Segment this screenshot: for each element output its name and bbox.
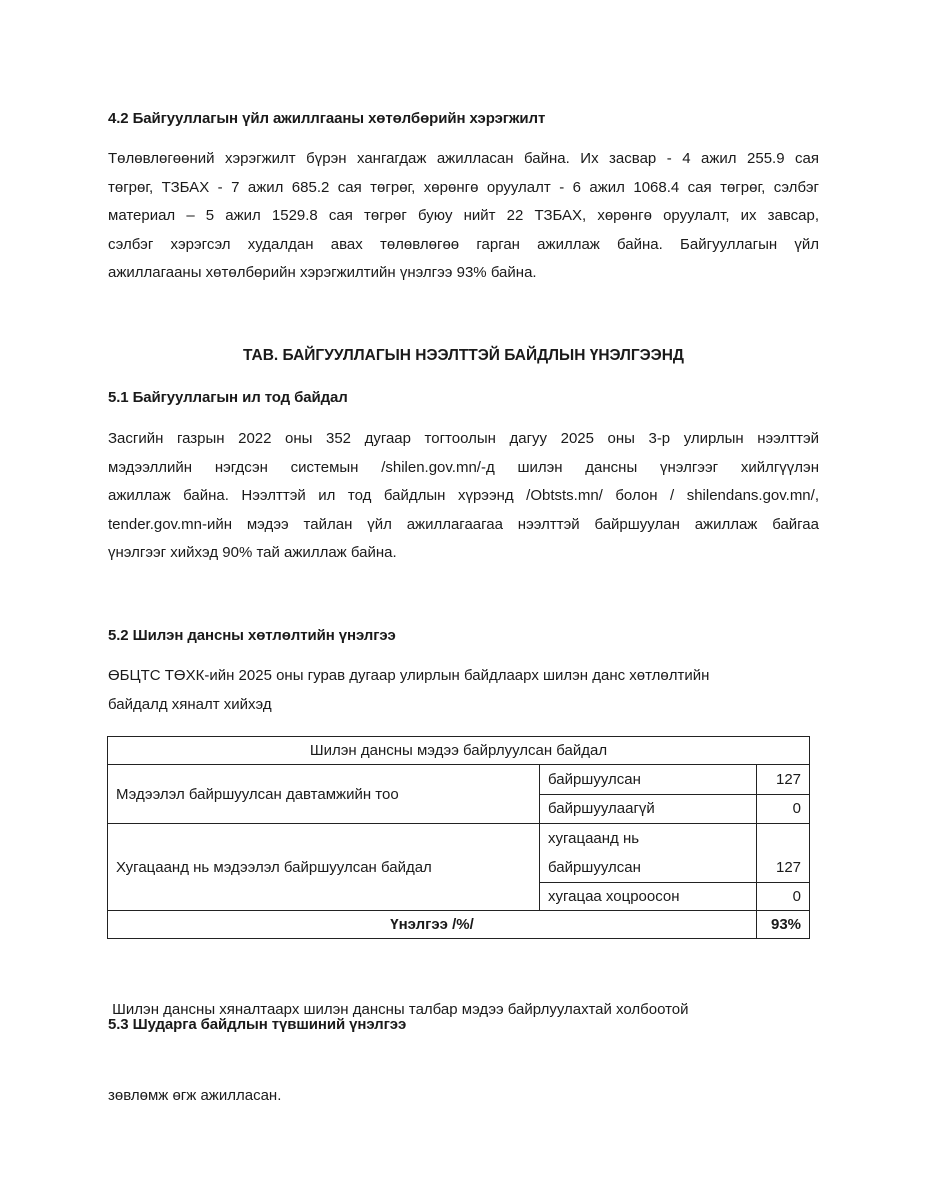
table-caption: Шилэн дансны мэдээ байрлуулсан байдал [108, 737, 810, 765]
row-sublabel [540, 824, 757, 883]
table-total-row [108, 911, 810, 939]
paragraph-line: байдалд хяналт хийхэд [108, 695, 272, 713]
paragraph-line: Шилэн дансны хяналтаарх шилэн дансны талбар мэдээ байрлуулахтай холбоотой [108, 1001, 689, 1018]
table-row [108, 765, 810, 795]
paragraph-line: төгрөг, ТЗБАХ - 7 ажил 685.2 сая төгрөг, хөрөнгө оруулалт - 6 ажил 1068.4 сая төгрөг, сэлбэг [108, 178, 819, 196]
row-value: 0 [757, 883, 810, 911]
chapter-5-title: ТАВ. БАЙГУУЛЛАГЫН НЭЭЛТТЭЙ БАЙДЛЫН ҮНЭЛГЭЭНД [243, 347, 684, 364]
section-5-2-intro [108, 662, 819, 719]
paragraph-line: зөвлөмж өгж ажилласан. [108, 1086, 282, 1104]
paragraph-line: Төлөвлөгөөний хэрэгжилт бүрэн хангагдаж ажилласан байна. Их засвар - 4 ажил 255.9 сая [108, 150, 819, 167]
table-row [108, 824, 810, 883]
group-label: Мэдээлэл байршуулсан давтамжийн тоо [108, 765, 540, 824]
row-sublabel-line: байршуулсан [548, 859, 641, 876]
paragraph-line: сэлбэг хэрэгсэл худалдан авах төлөвлөгөө гарган ажиллаж байна. Байгууллагын үйл [108, 235, 819, 253]
row-value: 127 [757, 765, 810, 795]
total-value: 93% [757, 911, 810, 939]
paragraph-line: мэдээллийн нэгдсэн системын /shilen.gov.mn/-д шилэн дансны үнэлгээг хийлгүүлэн [108, 458, 819, 476]
paragraph-line: материал – 5 ажил 1529.8 сая төгрөг буюу нийт 22 ТЗБАХ, хөрөнгө оруулалт, их завсар, [108, 207, 819, 224]
paragraph-line: ӨБЦТС ТӨХК-ийн 2025 оны гурав дугаар улирлын байдлаарх шилэн данс хөтлөлтийн [108, 667, 710, 684]
section-5-2-note [108, 939, 819, 1167]
section-4-2-paragraph [108, 145, 819, 288]
section-5-2-heading: 5.2 Шилэн дансны хөтлөлтийн үнэлгээ [108, 627, 396, 644]
row-sublabel: байршуулсан [540, 765, 757, 795]
row-sublabel-line: хугацаанд нь [548, 830, 640, 847]
section-5-3-heading: 5.3 Шударга байдлын түвшиний үнэлгээ [108, 1016, 407, 1033]
row-value: 127 [757, 824, 810, 883]
total-label: Үнэлгээ /%/ [108, 911, 757, 939]
row-sublabel: хугацаа хоцроосон [540, 883, 757, 911]
row-sublabel: байршуулаагүй [540, 794, 757, 824]
row-value: 0 [757, 794, 810, 824]
table-caption-row [108, 737, 810, 765]
section-5-1-paragraph [108, 425, 819, 568]
paragraph-line: үнэлгээг хийхэд 90% тай ажиллаж байна. [108, 544, 397, 561]
paragraph-line: Засгийн газрын 2022 оны 352 дугаар тогтоолын дагуу 2025 оны 3-р улирлын нээлттэй [108, 430, 819, 447]
section-4-2-heading: 4.2 Байгууллагын үйл ажиллгааны хөтөлбөрийн хэрэгжилт [108, 110, 546, 127]
shilen-dans-table [107, 736, 810, 939]
paragraph-line: ажиллагааны хөтөлбөрийн хэрэгжилтийн үнэлгээ 93% байна. [108, 264, 537, 281]
paragraph-line: ажиллаж байна. Нээлттэй ил тод байдлын хүрээнд /Obtsts.mn/ болон / shilendans.gov.mn/, [108, 487, 819, 504]
section-5-1-heading: 5.1 Байгууллагын ил тод байдал [108, 389, 348, 406]
group-label: Хугацаанд нь мэдээлэл байршуулсан байдал [108, 824, 540, 911]
paragraph-line: tender.gov.mn-ийн мэдээ тайлан үйл ажиллагаагаа нээлттэй байршуулан ажиллаж байгаа [108, 515, 819, 533]
